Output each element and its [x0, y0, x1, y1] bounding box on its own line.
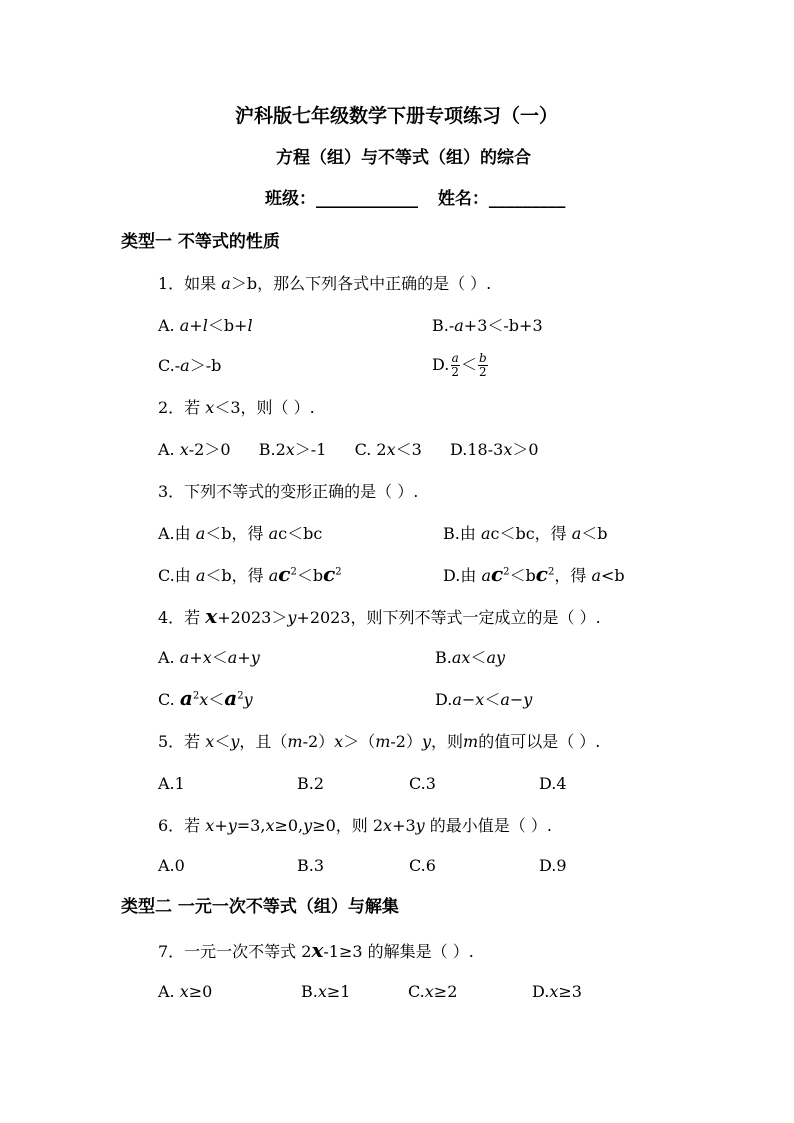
question-3: 3．下列不等式的变形正确的是（ ）.: [158, 482, 419, 501]
q7-option-a: A. x≥0: [158, 982, 213, 1001]
q2-option-b: B.2x＞-1: [258, 440, 327, 459]
q4-option-c: C. $a^2x<a^2y$: [158, 686, 253, 710]
class-label: 班级：: [265, 189, 316, 209]
section-title: 类型二 一元一次不等式（组）与解集: [121, 897, 399, 917]
fraction: $\frac{b}{2}$: [479, 351, 487, 379]
q6-option-b: B.3: [297, 856, 325, 875]
q2-option-c: C. 2x＜3: [354, 440, 422, 459]
q7-option-c: C.x≥2: [408, 982, 458, 1001]
q4-option-d: D.a−x＜a−y: [435, 690, 533, 709]
question-6: 6．若 x+y=3,x≥0,y≥0，则 2x+3y 的最小值是（ ）.: [158, 816, 552, 835]
q7-option-b: B.x≥1: [301, 982, 351, 1001]
class-blank: ____________: [316, 189, 418, 209]
q1-option-b: B.-a+3＜-b+3: [432, 316, 543, 335]
q1-option-d: D. $\frac{a}{2}$ ＜ $\frac{b}{2}$: [432, 351, 487, 379]
q3-option-a: A.由 a＜b，得 ac＜bc: [158, 524, 323, 543]
q6-option-c: C.6: [409, 856, 436, 875]
q3-option-d: D.由 $ac^2<bc^2$，得 a<b: [443, 562, 625, 586]
q5-option-b: B.2: [297, 774, 325, 793]
q5-option-c: C.3: [409, 774, 436, 793]
q2-option-d: D.18-3x＞0: [450, 440, 539, 459]
q6-option-d: D.9: [539, 856, 567, 875]
question-4: 4．若 x+2023＞y+2023，则下列不等式一定成立的是（ ）.: [158, 604, 601, 628]
q1-option-c: C.-a＞-b: [158, 356, 222, 375]
name-blank: _________: [488, 189, 566, 209]
q5-option-d: D.4: [539, 774, 567, 793]
q2-options: [158, 440, 539, 460]
q3-option-b: B.由 ac＜bc，得 a＜b: [443, 524, 608, 543]
section-title: 类型一 不等式的性质: [121, 232, 280, 252]
question-1: 1．如果 a＞b，那么下列各式中正确的是（ ）.: [158, 274, 492, 293]
fraction: $\frac{a}{2}$: [451, 351, 459, 379]
class-name-line: [265, 189, 565, 209]
q1-option-a: A. a+l＜b+l: [158, 316, 253, 335]
q2-option-a: A. x-2＞0: [158, 440, 231, 459]
question-7: 7．一元一次不等式 2x-1≥3 的解集是（ ）.: [158, 938, 474, 962]
page-title: 沪科版七年级数学下册专项练习（一）: [235, 105, 559, 127]
question-2: 2．若 x＜3，则（ ）.: [158, 398, 315, 417]
q6-option-a: A.0: [158, 856, 185, 875]
q7-option-d: D.x≥3: [532, 982, 582, 1001]
question-5: 5．若 x＜y，且（m-2）x＞（m-2）y，则m的值可以是（ ）.: [158, 732, 601, 751]
name-label: 姓名：: [437, 189, 489, 209]
q4-option-b: B.ax＜ay: [435, 648, 506, 667]
page-subtitle: 方程（组）与不等式（组）的综合: [276, 148, 531, 168]
q5-option-a: A.1: [158, 774, 185, 793]
q3-option-c: C.由 a＜b，得 $ac^2<bc^2$: [158, 562, 342, 586]
q4-option-a: A. a+x＜a+y: [158, 648, 260, 667]
